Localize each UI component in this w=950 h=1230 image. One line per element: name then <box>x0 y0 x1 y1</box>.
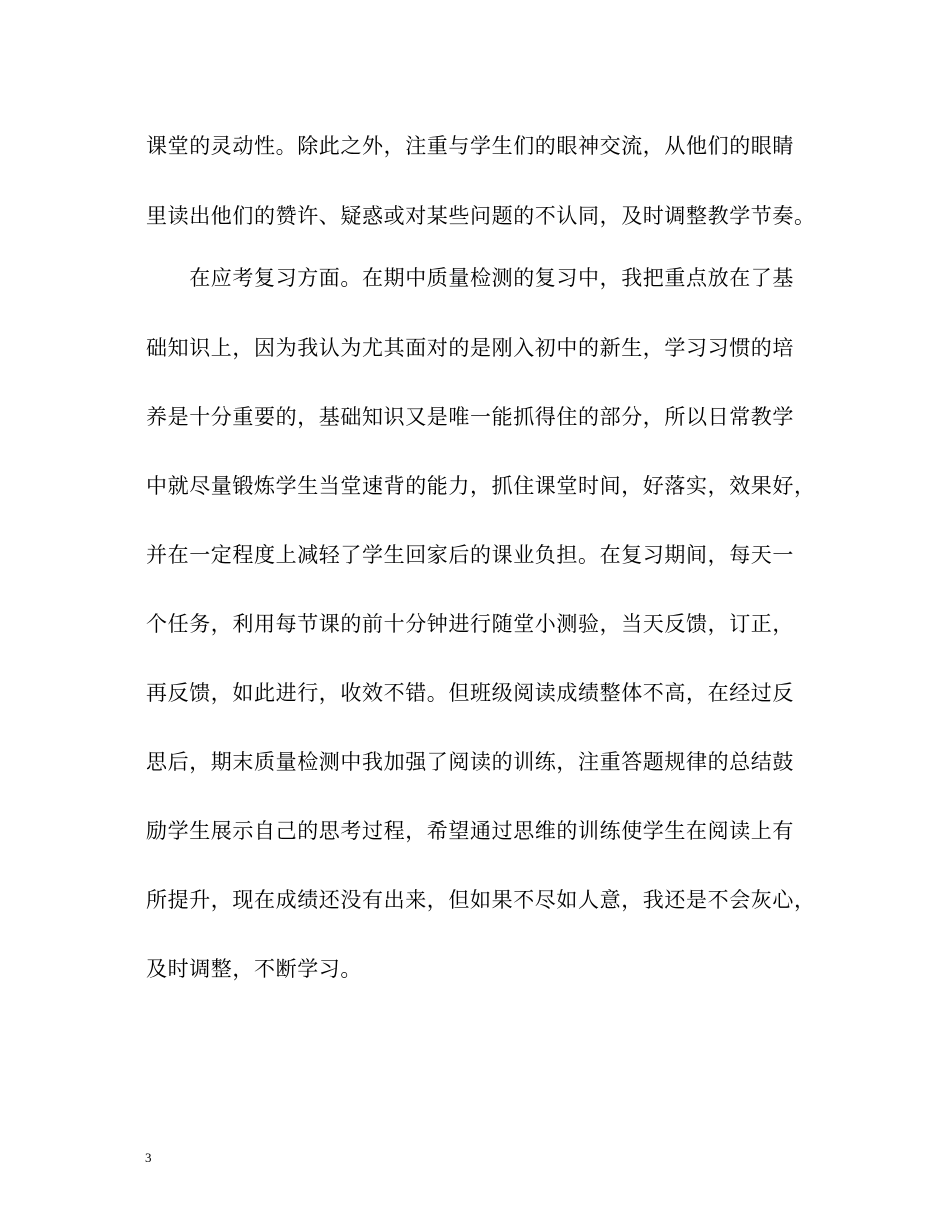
text-line: 养是十分重要的，基础知识又是唯一能抓得住的部分，所以日常教学 <box>146 405 794 429</box>
text-line: 及时调整，不断学习。 <box>146 957 362 981</box>
text-line: 再反馈，如此进行，收效不错。但班级阅读成绩整体不高，在经过反 <box>146 681 794 705</box>
text-line: 思后，期末质量检测中我加强了阅读的训练，注重答题规律的总结鼓 <box>146 750 794 774</box>
text-line: 里读出他们的赞许、疑惑或对某些问题的不认同，及时调整教学节奏。 <box>146 204 816 228</box>
text-line: 并在一定程度上减轻了学生回家后的课业负担。在复习期间，每天一 <box>146 543 794 567</box>
text-line: 个任务，利用每节课的前十分钟进行随堂小测验，当天反馈，订正， <box>146 612 794 636</box>
text-line: 础知识上，因为我认为尤其面对的是刚入初中的新生，学习习惯的培 <box>146 336 794 360</box>
text-line: 在应考复习方面。在期中质量检测的复习中，我把重点放在了基 <box>146 266 794 290</box>
text-line: 中就尽量锻炼学生当堂速背的能力，抓住课堂时间，好落实，效果好， <box>146 474 816 498</box>
page-number: 3 <box>145 1150 152 1165</box>
text-line: 所提升，现在成绩还没有出来，但如果不尽如人意，我还是不会灰心， <box>146 888 816 912</box>
text-line: 课堂的灵动性。除此之外，注重与学生们的眼神交流，从他们的眼睛 <box>146 134 794 158</box>
text-line: 励学生展示自己的思考过程，希望通过思维的训练使学生在阅读上有 <box>146 819 794 843</box>
